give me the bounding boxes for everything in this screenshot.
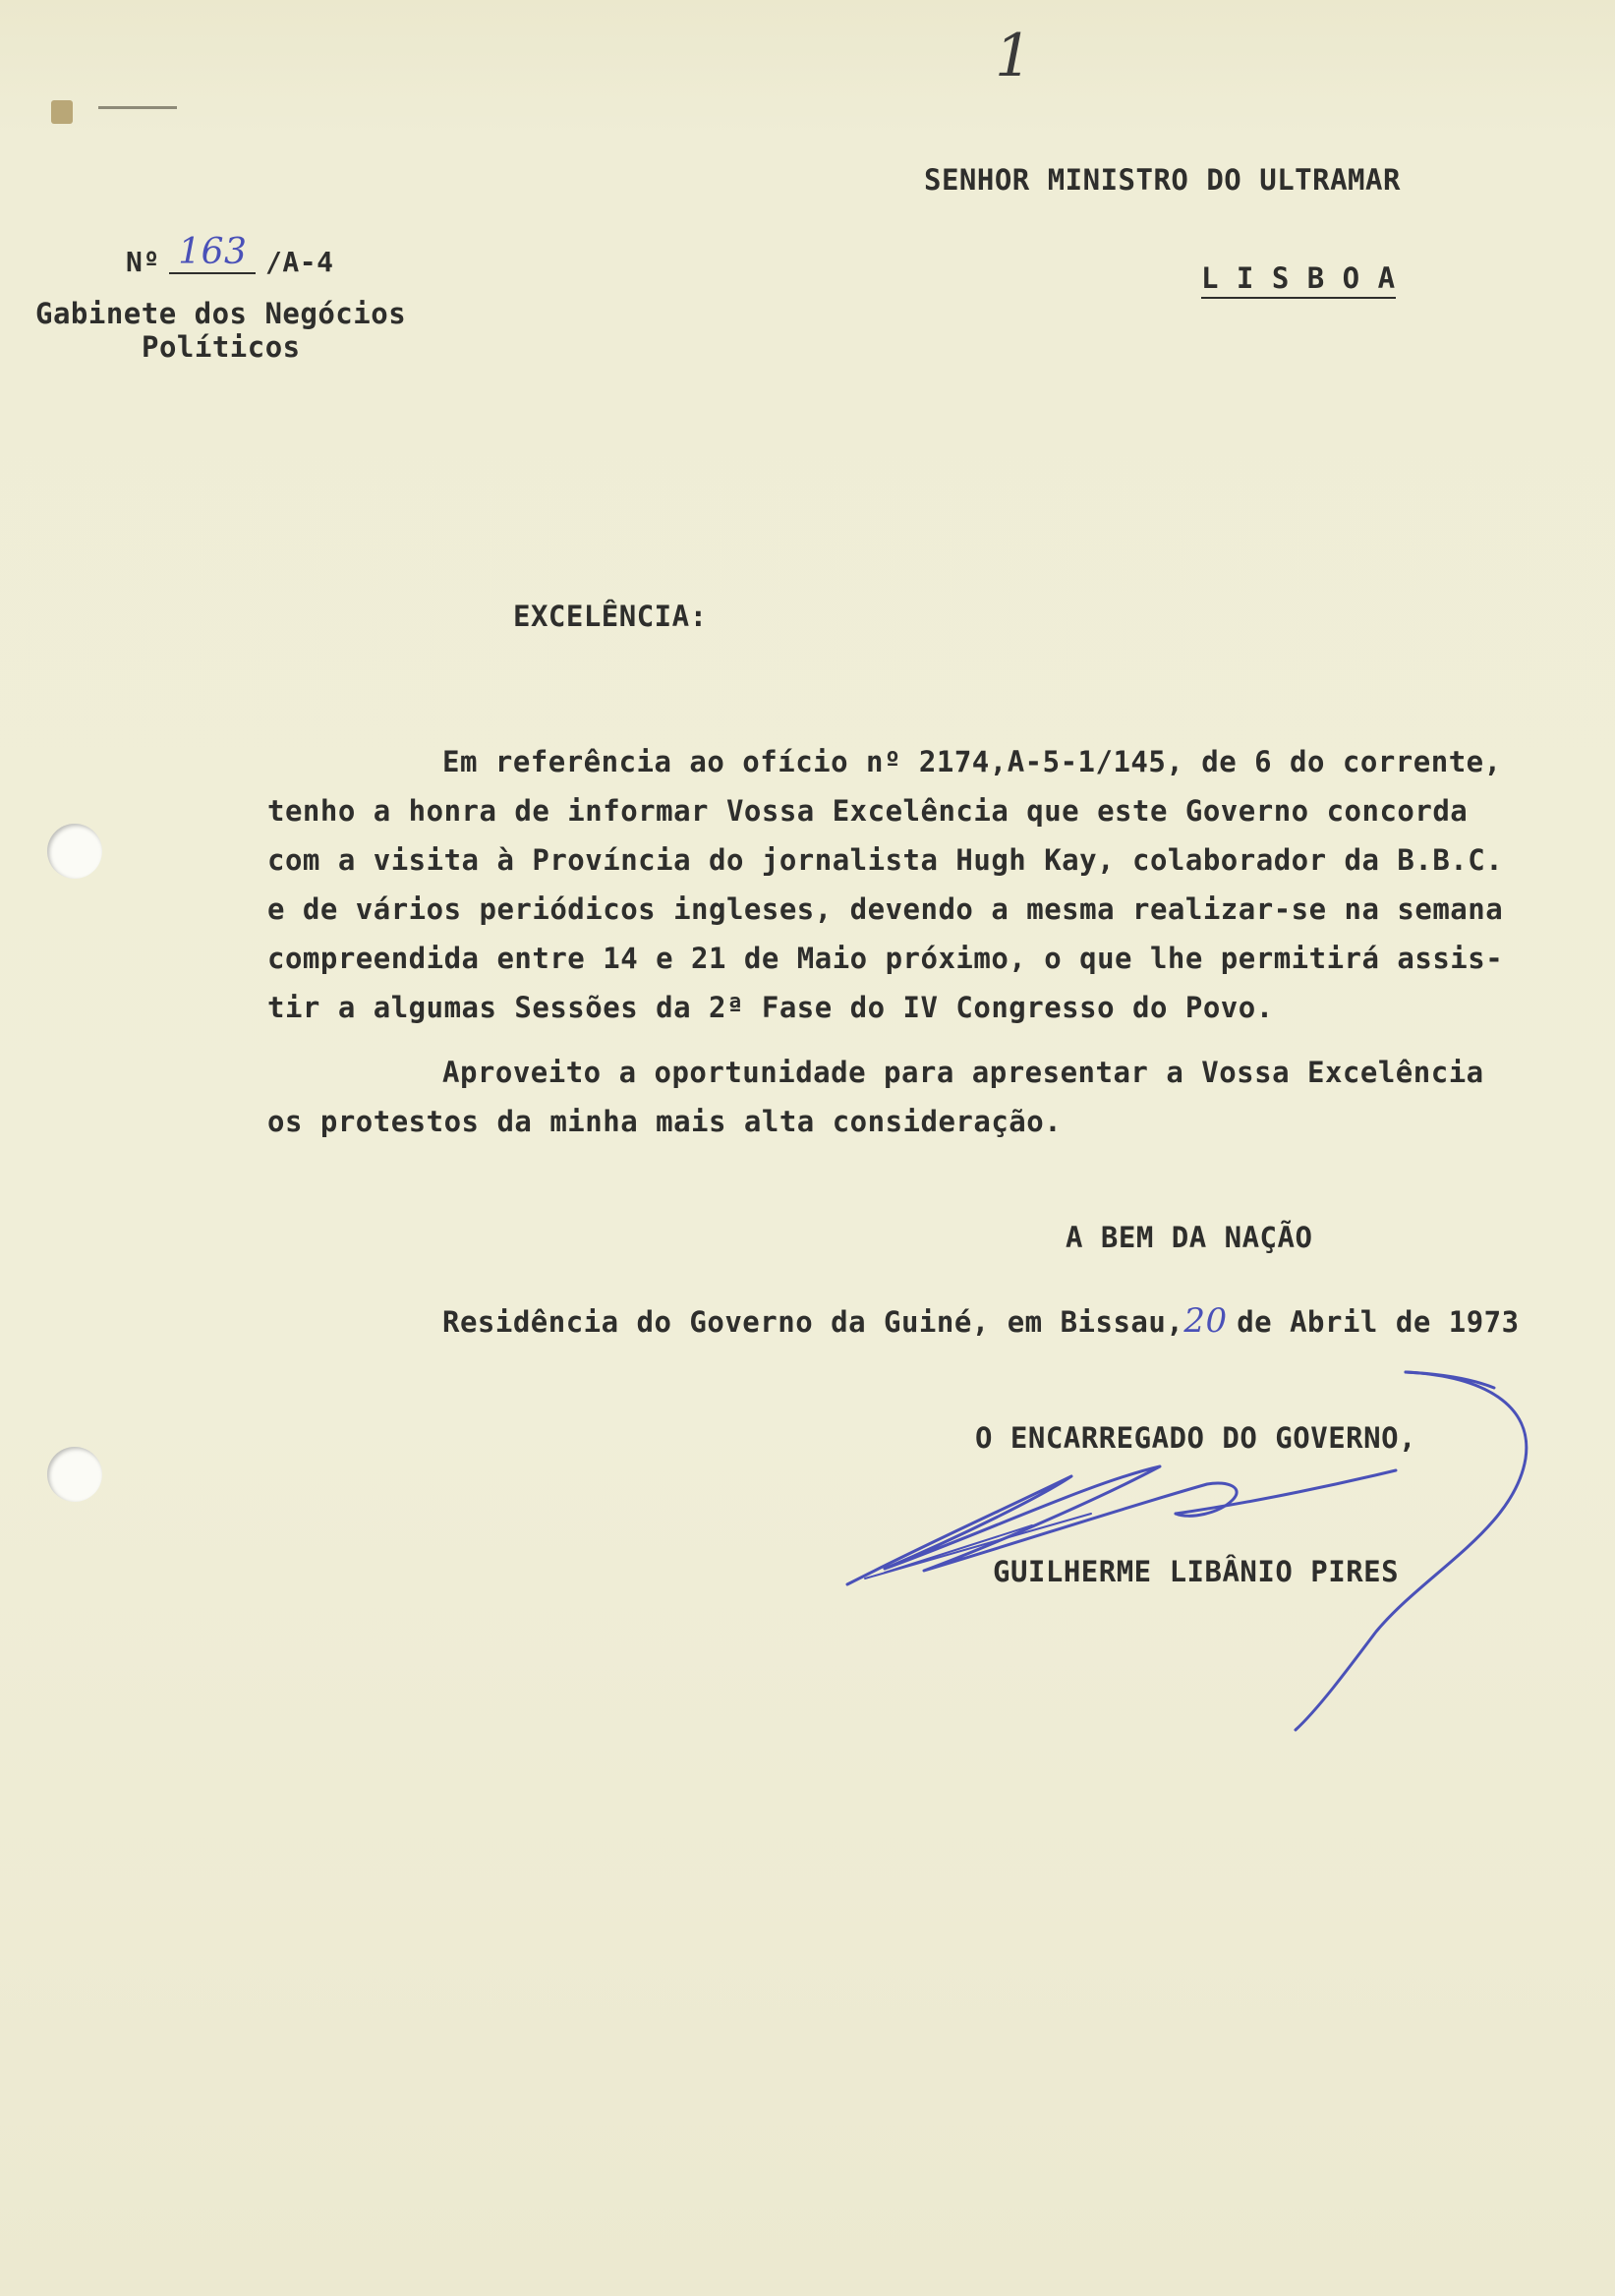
- addressee-city: L I S B O A: [1201, 261, 1396, 299]
- paragraph-2-line: os protestos da minha mais alta consideração.: [267, 1105, 1063, 1138]
- salutation: EXCELÊNCIA:: [513, 600, 708, 633]
- addressee-title: SENHOR MINISTRO DO ULTRAMAR: [924, 163, 1401, 197]
- office-line-1: Gabinete dos Negócios: [35, 297, 407, 330]
- folio-number: 1: [995, 22, 1033, 90]
- paragraph-1-line: tenho a honra de informar Vossa Excelência que este Governo concorda: [267, 794, 1469, 828]
- signatory-name: GUILHERME LIBÂNIO PIRES: [993, 1555, 1400, 1588]
- office-line-2: Políticos: [142, 330, 301, 364]
- signatory-role: O ENCARREGADO DO GOVERNO,: [975, 1421, 1416, 1455]
- reference-prefix: Nº: [126, 246, 160, 278]
- paragraph-1-line: com a visita à Província do jornalista Hugh Kay, colaborador da B.B.C.: [267, 843, 1504, 877]
- place-date-text: Residência do Governo da Guiné, em Bissau,: [442, 1305, 1184, 1339]
- date-day-handwritten: 20: [1183, 1301, 1228, 1341]
- place-date-month-year: de Abril de 1973: [1237, 1305, 1520, 1339]
- closing-formula: A BEM DA NAÇÃO: [1066, 1221, 1313, 1254]
- paragraph-1-line: e de vários periódicos ingleses, devendo a mesma realizar-se na semana: [267, 892, 1504, 926]
- paragraph-1-line: Em referência ao ofício nº 2174,A-5-1/145, de 6 do corrente,: [442, 745, 1502, 778]
- paragraph-1-line: compreendida entre 14 e 21 de Maio próximo, o que lhe permitirá assis-: [267, 942, 1504, 975]
- reference-suffix: /A-4: [265, 246, 334, 278]
- paragraph-1-line: tir a algumas Sessões da 2ª Fase do IV Congresso do Povo.: [267, 991, 1274, 1024]
- reference-number-handwritten: 163: [169, 232, 256, 274]
- paragraph-2-line: Aproveito a oportunidade para apresentar a Vossa Excelência: [442, 1056, 1484, 1089]
